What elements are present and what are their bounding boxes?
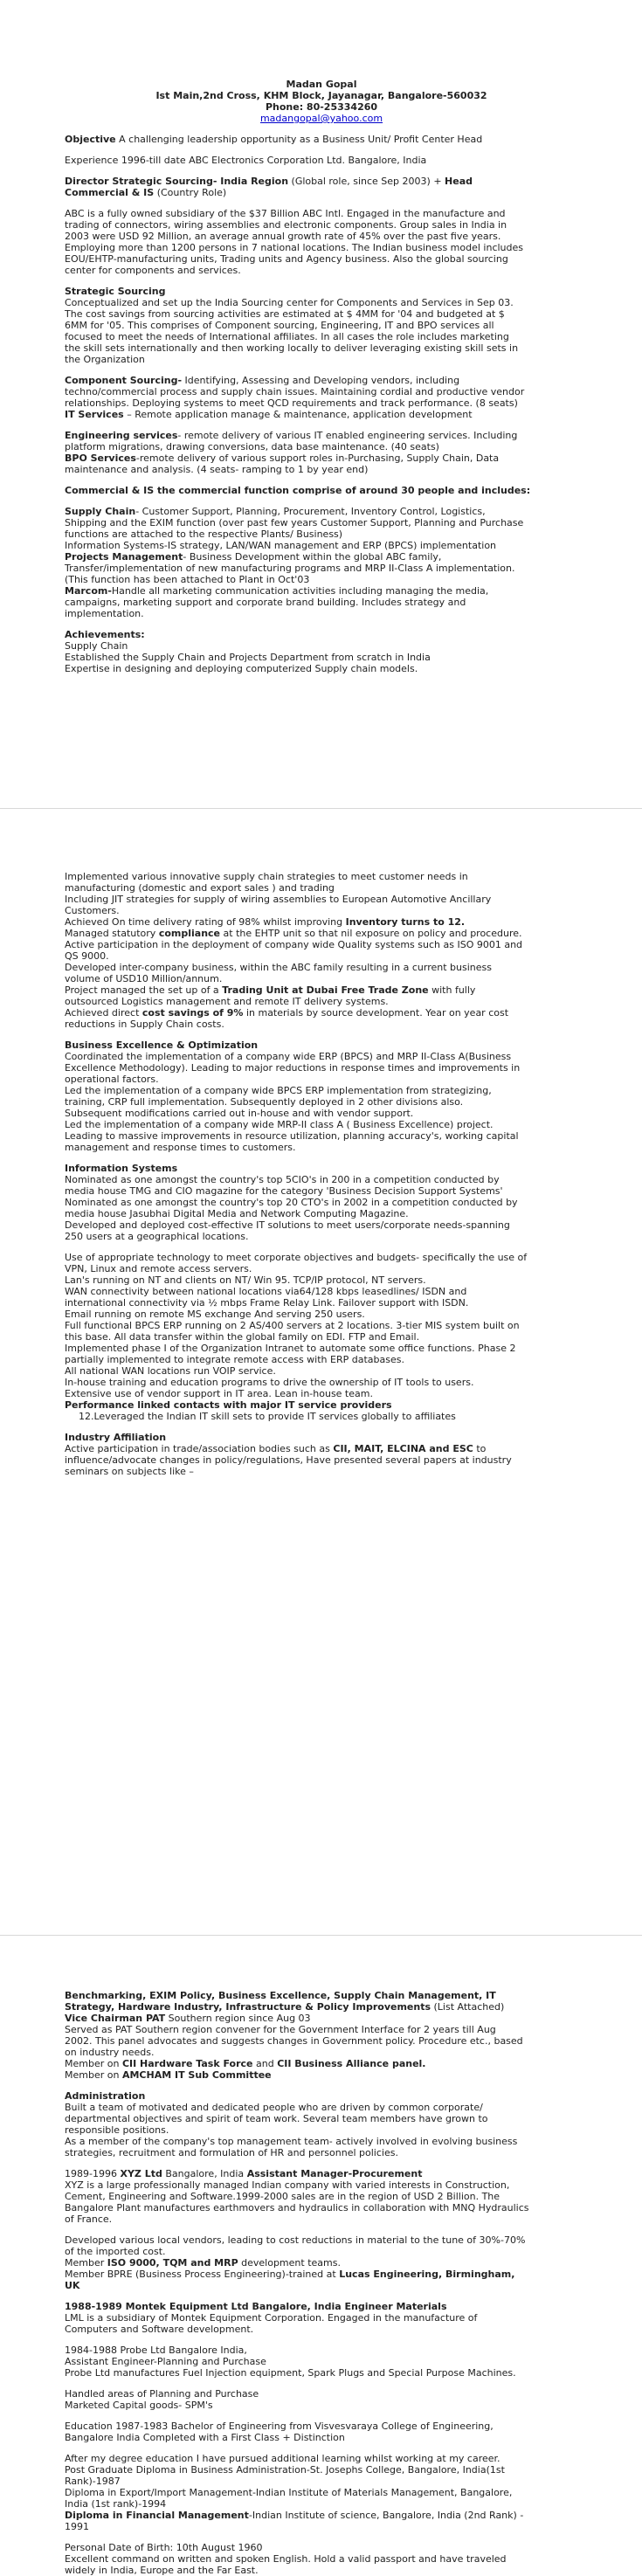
para-line: maintenance and analysis. (4 seats- ramping to 1 by year end): [65, 464, 369, 475]
para-line: the skill sets internationally and then working locally to deliver leveraging existing skill sets in: [65, 342, 519, 354]
para-line: Lan's running on NT and clients on NT/ Win 95. TCP/IP protocol, NT servers.: [65, 1274, 426, 1286]
para-line: media house Jasubhai Digital Media and Network Computing Magazine.: [65, 1208, 409, 1219]
para-line: Shipping and the EXIM function (over past few years Customer Support, Planning and Purchase: [65, 517, 524, 528]
managed-bold: compliance: [158, 928, 221, 939]
page-break-divider: [0, 1935, 642, 1936]
objective: [65, 134, 578, 145]
engineering-text: - remote delivery of various IT enabled engineering services. Including: [177, 430, 518, 441]
objective-text: A challenging leadership opportunity as a Business Unit/ Profit Center Head: [115, 134, 483, 145]
para-line: Use of appropriate technology to meet corporate objectives and budgets- specifically the use of: [65, 1252, 528, 1263]
member-and: and: [252, 2058, 278, 2069]
objective-label: Objective: [65, 134, 116, 145]
project-bold: Trading Unit at Dubai Free Trade Zone: [222, 984, 429, 996]
address: Ist Main,2nd Cross, KHM Block, Jayanagar, Bangalore-560032: [155, 90, 487, 101]
amcham-line: [65, 2069, 578, 2081]
amcham-normal: Member on: [65, 2069, 122, 2081]
vice-chairman-line: [65, 2013, 578, 2024]
para-line: Excellence Methodology). Leading to major reductions in response times and improvements in: [65, 1062, 521, 1074]
performance-contracts: Performance linked contacts with major IT service providers: [65, 1399, 392, 1411]
para-line: Bangalore India Completed with a First Class + Distinction: [65, 2432, 345, 2443]
para-line: responsible positions.: [65, 2124, 169, 2136]
iso-line: [65, 2257, 578, 2269]
page-2-content: [65, 871, 578, 1477]
supply-text: - Customer Support, Planning, Procurement, Inventory Control, Logistics,: [135, 506, 486, 517]
para-line: trading of connectors, wiring assemblies and electronic components. Group sales in India in: [65, 219, 507, 231]
supply-chain: [65, 506, 578, 517]
achieved-bold: cost savings of 9%: [142, 1007, 244, 1019]
para-line: outsourced Logistics management and remote IT delivery systems.: [65, 996, 389, 1007]
para-line: As a member of the company's top management team- actively involved in evolving business: [65, 2136, 518, 2147]
para-line: partially implemented to integrate remote access with ERP databases.: [65, 1354, 404, 1365]
para-line: (This function has been attached to Plant in Oct'03: [65, 574, 310, 585]
compliance-line: [65, 928, 578, 939]
candidate-name: Madan Gopal: [286, 79, 357, 90]
member-bold1: CII Hardware Task Force: [121, 2058, 253, 2069]
para-line: Implemented various innovative supply chain strategies to meet customer needs in: [65, 871, 468, 882]
it-label: IT Services: [65, 409, 124, 420]
para-line: Diploma in Export/Import Management-Indian Institute of Materials Management, Bangalore,: [65, 2487, 513, 2498]
dfm-line: [65, 2510, 578, 2521]
business-excellence-heading: Business Excellence & Optimization: [65, 1039, 259, 1051]
para-line: manufacturing (domestic and export sales ) and trading: [65, 882, 335, 894]
para-line: campaigns, marketing support and corporate brand building. Includes strategy and: [65, 597, 466, 608]
para-line: Customers.: [65, 905, 120, 916]
dfm-bold: Diploma in Financial Management: [65, 2510, 249, 2521]
para-line: strategies, recruitment and formulation of HR and personnel policies.: [65, 2147, 398, 2158]
phone: Phone: 80-25334260: [265, 101, 378, 113]
para-line: Leading to massive improvements in resource utilization, planning accuracy's, working capital: [65, 1130, 519, 1142]
para-line: Served as PAT Southern region convener for the Government Interface for 2 years till Aug: [65, 2024, 496, 2035]
projects-text: - Business Development within the global ABC family,: [183, 551, 442, 563]
iso-normal2: development teams.: [238, 2257, 341, 2269]
para-line: media house TMG and CIO magazine for the category 'Business Decision Support Systems': [65, 1185, 503, 1197]
iso-bold: ISO 9000, TQM and MRP: [107, 2257, 238, 2269]
para-line: Transfer/implementation of new manufacturing programs and MRP II-Class A implementation.: [65, 563, 515, 574]
otd-line: [65, 916, 578, 928]
para-line: Established the Supply Chain and Projects Department from scratch in India: [65, 652, 431, 663]
para-line: India (1st rank)-1994: [65, 2498, 167, 2510]
para-line: ABC is a fully owned subsidiary of the $37 Billion ABC Intl. Engaged in the manufacture and: [65, 208, 506, 219]
xyz-years: 1989-1996: [65, 2168, 121, 2179]
director-title-line2: [65, 187, 578, 198]
bpo-label: BPO Services: [65, 452, 136, 464]
xyz-location: Bangalore, India: [162, 2168, 247, 2179]
para-line: reductions in Supply Chain costs.: [65, 1019, 224, 1030]
para-line: management and response times to customers.: [65, 1142, 296, 1153]
dfm-normal: -Indian Institute of science, Bangalore, India (2nd Rank) -: [248, 2510, 524, 2521]
para-line: Supply Chain: [65, 640, 128, 652]
para-line: Handled areas of Planning and Purchase: [65, 2388, 259, 2400]
projects-management: [65, 551, 578, 563]
marcom-text: Handle all marketing communication activities including managing the media,: [111, 585, 489, 597]
benchmark-normal: (List Attached): [431, 2001, 505, 2013]
bpre-line: [65, 2269, 578, 2280]
strategic-sourcing-heading: Strategic Sourcing: [65, 286, 166, 297]
para-line: Nominated as one amongst the country's top 20 CTO's in 2002 in a competition conducted by: [65, 1197, 518, 1208]
xyz-role: Assistant Manager-Procurement: [246, 2168, 423, 2179]
managed-normal2: at the EHTP unit so that nil exposure on policy and procedure.: [220, 928, 522, 939]
bpre-bold: Lucas Engineering, Birmingham,: [339, 2269, 515, 2280]
contact-header: [65, 79, 578, 124]
resume-page-2: [0, 825, 642, 1917]
leveraged-line: 12.Leveraged the Indian IT skill sets to provide IT services globally to affiliates: [79, 1411, 456, 1422]
strategic-paragraph: [65, 297, 578, 365]
industry-normal: Active participation in trade/association bodies such as: [65, 1443, 334, 1454]
page-break-divider: [0, 808, 642, 809]
para-line: Probe Ltd manufactures Fuel Injection equipment, Spark Plugs and Special Purpose Machines.: [65, 2367, 516, 2379]
para-line: WAN connectivity between national locations via64/128 kbps leasedlines/ ISDN and: [65, 1286, 467, 1297]
para-line: XYZ is a large professionally managed Indian company with varied interests in Construction,: [65, 2179, 510, 2191]
cii-member-line: [65, 2058, 578, 2069]
project-normal: Project managed the set up of a: [65, 984, 223, 996]
para-line: Including JIT strategies for supply of wiring assemblies to European Automotive Ancillary: [65, 894, 492, 905]
bpo-text: -remote delivery of various support roles in-Purchasing, Supply Chain, Data: [135, 452, 500, 464]
para-line: Email running on remote MS exchange And serving 250 users.: [65, 1309, 365, 1320]
para-line: platform migrations, drawing conversions, data base maintenance. (40 seats): [65, 441, 439, 452]
benchmark-bold: Strategy, Hardware Industry, Infrastructure & Policy Improvements: [65, 2001, 431, 2013]
resume-page-1: [0, 0, 642, 791]
para-line: influence/advocate changes in policy/regulations, Have presented several papers at industry: [65, 1454, 512, 1466]
managed-normal: Managed statutory: [65, 928, 159, 939]
dfm-year: 1991: [65, 2521, 89, 2532]
para-line: Led the implementation of a company wide BPCS ERP implementation from strategizing,: [65, 1085, 492, 1096]
project-normal2: with fully: [428, 984, 476, 996]
industry-bold: CII, MAIT, ELCINA and ESC: [333, 1443, 473, 1454]
para-line: Extensive use of vendor support in IT area. Lean in-house team.: [65, 1388, 373, 1399]
para-line: Cement, Engineering and Software.1999-2000 sales are in the region of USD 2 Billion. The: [65, 2191, 500, 2202]
para-line: QS 9000.: [65, 950, 109, 962]
otd-normal: Achieved On time delivery rating of 98% whilst improving: [65, 916, 346, 928]
para-line: 2002. This panel advocates and suggests changes in Government policy. Procedure etc., based: [65, 2035, 523, 2047]
commercial-heading: Commercial & IS the commercial function comprise of around 30 people and includes:: [65, 485, 531, 496]
para-line: Developed inter-company business, within the ABC family resulting in a current business: [65, 962, 492, 973]
marcom-label: Marcom-: [65, 585, 112, 597]
para-line: Rank)-1987: [65, 2476, 121, 2487]
member-normal: Member on: [65, 2058, 122, 2069]
montek-heading: 1988-1989 Montek Equipment Ltd Bangalore, India Engineer Materials: [65, 2301, 447, 2312]
para-line: Implemented phase I of the Organization Intranet to automate some office functions. Phase 2: [65, 1343, 516, 1354]
para-line: Developed and deployed cost-effective IT solutions to meet users/corporate needs-spanning: [65, 1219, 510, 1231]
vice-normal: Southern region since Aug 03: [165, 2013, 311, 2024]
para-line: of France.: [65, 2213, 113, 2225]
member-bold2: CII Business Alliance panel.: [277, 2058, 426, 2069]
para-line: Developed various local vendors, leading to cost reductions in material to the tune of 30%-70%: [65, 2234, 526, 2246]
abc-paragraph: [65, 208, 578, 276]
para-line: After my degree education I have pursued additional learning whilst working at my career.: [65, 2453, 500, 2464]
para-line: 2003 were USD 92 Million, an average annual growth rate of 45% over the past five years.: [65, 231, 501, 242]
achieved-normal2: in materials by source development. Year on year cost: [243, 1007, 509, 1019]
para-line: 6MM for '05. This comprises of Component sourcing, Engineering, IT and BPO services all: [65, 320, 494, 331]
achievements-heading: Achievements:: [65, 629, 145, 640]
achieved-normal: Achieved direct: [65, 1007, 142, 1019]
bpre-normal: Member BPRE (Business Process Engineering)-trained at: [65, 2269, 340, 2280]
para-line: Information Systems-IS strategy, LAN/WAN management and ERP (BPCS) implementation: [65, 540, 497, 551]
para-line: Post Graduate Diploma in Business Administration-St. Josephs College, Bangalore, India(1st: [65, 2464, 505, 2476]
probe-heading: 1984-1988 Probe Ltd Bangalore India,: [65, 2345, 247, 2356]
otd-bold: Inventory turns to 12.: [345, 916, 466, 928]
para-line: training, CRP full implementation. Subsequently deployed in 2 other divisions also.: [65, 1096, 464, 1108]
para-line: The cost savings from sourcing activities are estimated at $ 4MM for '04 and budgeted at $: [65, 308, 505, 320]
para-line: Bangalore Plant manufactures earthmovers and hydraulics in collaboration with MNQ Hydraulics: [65, 2202, 529, 2213]
para-line: seminars on subjects like –: [65, 1466, 194, 1477]
para-line: relationships. Deploying systems to meet QCD requirements and track performance. (8 seats): [65, 397, 518, 409]
email-link[interactable]: madangopal@yahoo.com: [259, 113, 383, 124]
bpo-services: [65, 452, 578, 464]
para-line: techno/commercial process and supply chain issues. Maintaining cordial and productive vendor: [65, 386, 525, 397]
xyz-heading: [65, 2168, 578, 2179]
para-line: Full functional BPCS ERP running on 2 AS/400 servers at 2 locations. 3-tier MIS system built on: [65, 1320, 520, 1331]
page-1-content: [65, 79, 578, 674]
savings-line: [65, 1007, 578, 1019]
para-line: Nominated as one amongst the country's top 5CIO's in 200 in a competition conducted by: [65, 1174, 500, 1185]
para-line: Expertise in designing and deploying computerized Supply chain models.: [65, 663, 418, 674]
para-line: operational factors.: [65, 1074, 159, 1085]
para-line: Conceptualized and set up the India Sourcing center for Components and Services in Sep 03.: [65, 297, 514, 308]
component-sourcing: [65, 375, 578, 386]
director-line2-normal: (Country Role): [154, 187, 227, 198]
para-line: focused to meet the needs of International affiliates. In all cases the role includes marketing: [65, 331, 509, 342]
component-text: Identifying, Assessing and Developing vendors, including: [182, 375, 460, 386]
xyz-company: XYZ Ltd: [120, 2168, 162, 2179]
it-text: – Remote application manage & maintenance, application development: [123, 409, 473, 420]
engineering-label: Engineering services: [65, 430, 178, 441]
director-title: [65, 176, 578, 187]
experience-line: Experience 1996-till date ABC Electronics Corporation Ltd. Bangalore, India: [65, 155, 427, 166]
supply-label: Supply Chain: [65, 506, 136, 517]
para-line: Assistant Engineer-Planning and Purchase: [65, 2356, 266, 2367]
bpre-uk: UK: [65, 2280, 80, 2291]
para-line: of the imported cost.: [65, 2246, 166, 2257]
resume-page-3: [0, 1952, 642, 2576]
industry-affiliation-heading: Industry Affiliation: [65, 1432, 167, 1443]
para-line: volume of USD10 Million/annum.: [65, 973, 223, 984]
benchmark-line2: [65, 2001, 578, 2013]
para-line: center for components and services.: [65, 265, 241, 276]
date-of-birth: Personal Date of Birth: 10th August 1960: [65, 2542, 263, 2553]
para-line: departmental objectives and spirit of team work. Several team members have grown to: [65, 2113, 488, 2124]
industry-normal2: to: [473, 1443, 487, 1454]
para-line: All national WAN locations run VOIP service.: [65, 1365, 276, 1377]
vice-bold: Vice Chairman PAT: [65, 2013, 166, 2024]
para-line: Computers and Software development.: [65, 2324, 254, 2335]
amcham-bold: AMCHAM IT Sub Committee: [121, 2069, 272, 2081]
benchmark-line: Benchmarking, EXIM Policy, Business Excellence, Supply Chain Management, IT: [65, 1990, 496, 2001]
para-line: VPN, Linux and remote access servers.: [65, 1263, 252, 1274]
para-line: EOU/EHTP-manufacturing units, Trading units and Agency business. Also the global sourcing: [65, 253, 508, 265]
para-line: Built a team of motivated and dedicated people who are driven by common corporate/: [65, 2102, 483, 2113]
para-line: on industry needs.: [65, 2047, 155, 2058]
para-line: functions are attached to the respective Plants/ Business): [65, 528, 343, 540]
education-line: Education 1987-1983 Bachelor of Engineering from Visvesvaraya College of Engineering,: [65, 2421, 494, 2432]
component-label: Component Sourcing-: [65, 375, 183, 386]
engineering-services: [65, 430, 578, 441]
director-title-bold2: Head: [445, 176, 473, 187]
iso-normal: Member: [65, 2257, 107, 2269]
industry-line: [65, 1443, 578, 1454]
information-systems-heading: Information Systems: [65, 1163, 178, 1174]
para-line: this base. All data transfer within the global family on EDI. FTP and Email.: [65, 1331, 420, 1343]
para-line: international connectivity via ½ mbps Frame Relay Link. Failover support with ISDN.: [65, 1297, 469, 1309]
para-line: In-house training and education programs to drive the ownership of IT tools to users.: [65, 1377, 474, 1388]
para-line: Led the implementation of a company wide MRP-II class A ( Business Excellence) project.: [65, 1119, 494, 1130]
para-line: 250 users at a geographical locations.: [65, 1231, 249, 1242]
director-title-bold: Director Strategic Sourcing- India Region: [65, 176, 289, 187]
para-line: Marketed Capital goods- SPM's: [65, 2400, 213, 2411]
para-line: widely in India, Europe and the Far East.: [65, 2565, 259, 2576]
para-line: Subsequent modifications carried out in-house and with vendor support.: [65, 1108, 414, 1119]
para-line: Excellent command on written and spoken English. Hold a valid passport and have traveled: [65, 2553, 507, 2565]
administration-heading: Administration: [65, 2090, 146, 2102]
dubai-line: [65, 984, 578, 996]
para-line: the Organization: [65, 354, 145, 365]
it-services: [65, 409, 578, 420]
para-line: Active participation in the deployment of company wide Quality systems such as ISO 9001 and: [65, 939, 523, 950]
para-line: Coordinated the implementation of a company wide ERP (BPCS) and MRP II-Class A(Business: [65, 1051, 512, 1062]
page-3-content: [65, 1990, 578, 2576]
para-line: Employing more than 1200 persons in 7 national locations. The Indian business model includes: [65, 242, 524, 253]
director-line2-bold: Commercial & IS: [65, 187, 155, 198]
para-line: LML is a subsidiary of Montek Equipment Corporation. Engaged in the manufacture of: [65, 2312, 478, 2324]
para-line: implementation.: [65, 608, 144, 619]
marcom: [65, 585, 578, 597]
projects-label: Projects Management: [65, 551, 183, 563]
director-title-normal: (Global role, since Sep 2003) +: [288, 176, 445, 187]
